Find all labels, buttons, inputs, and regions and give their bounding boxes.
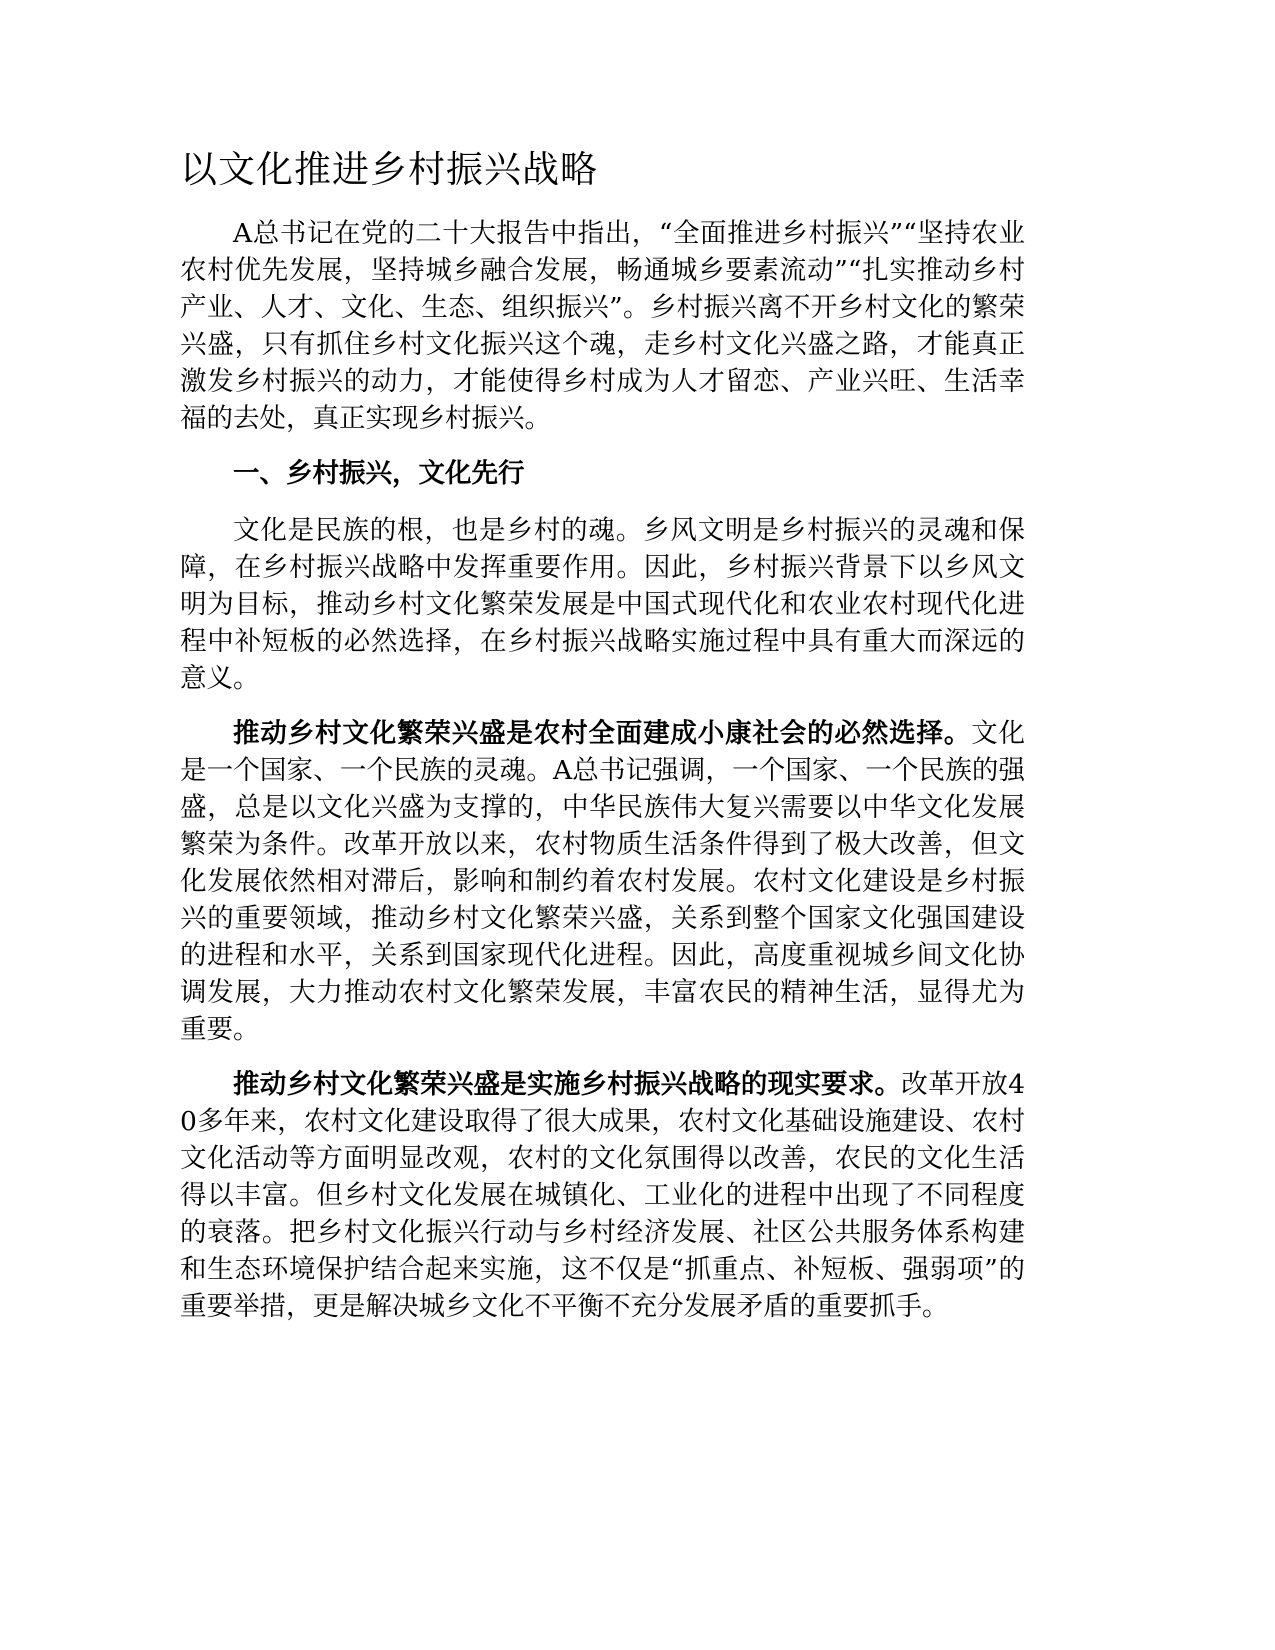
section-heading: 一、乡村振兴，文化先行 [233,458,525,489]
paragraph-lead-sentence: 推动乡村文化繁荣兴盛是农村全面建成小康社会的必然选择。 [233,718,972,749]
section-paragraph-3 [180,1066,1025,1325]
section-paragraph-2 [180,715,1025,1048]
section-paragraph-1: 文化是民族的根，也是乡村的魂。乡风文明是乡村振兴的灵魂和保障，在乡村振兴战略中发挥重要作用。因此，乡村振兴背景下以乡风文明为目标，推动乡村文化繁荣发展是中国式现代化和农业农村现代化进程中补短板的必然选择，在乡村振兴战略实施过程中具有重大而深远的意义。 [180,515,1025,694]
paragraph-body-text: 改革开放40多年来，农村文化建设取得了很大成果，农村文化基础设施建设、农村文化活动等方面明显改观，农村的文化氛围得以改善，农民的文化生活得以丰富。但乡村文化发展在城镇化、工业化的进程中出现了不同程度的衰落。把乡村文化振兴行动与乡村经济发展、社区公共服务体系构建和生态环境保护结合起来实施，这不仅是“抓重点、补短板、强弱项”的重要举措，更是解决城乡文化不平衡不充分发展矛盾的重要抓手。 [180,1069,1025,1322]
document-title: 以文化推进乡村振兴战略 [180,148,598,191]
document-page [180,148,1025,1343]
paragraph-lead-sentence: 推动乡村文化繁荣兴盛是实施乡村振兴战略的现实要求。 [233,1069,902,1100]
intro-paragraph: A总书记在党的二十大报告中指出，“全面推进乡村振兴”“坚持农业农村优先发展，坚持城乡融合发展，畅通城乡要素流动”“扎实推动乡村产业、人才、文化、生态、组织振兴”。乡村振兴离不开乡村文化的繁荣兴盛，只有抓住乡村文化振兴这个魂，走乡村文化兴盛之路，才能真正激发乡村振兴的动力，才能使得乡村成为人才留恋、产业兴旺、生活幸福的去处，真正实现乡村振兴。 [180,218,1025,434]
paragraph-body-text: 文化是一个国家、一个民族的灵魂。A总书记强调，一个国家、一个民族的强盛，总是以文化兴盛为支撑的，中华民族伟大复兴需要以中华文化发展繁荣为条件。改革开放以来，农村物质生活条件得到了极大改善，但文化发展依然相对滞后，影响和制约着农村发展。农村文化建设是乡村振兴的重要领域，推动乡村文化繁荣兴盛，关系到整个国家文化强国建设的进程和水平，关系到国家现代化进程。因此，高度重视城乡间文化协调发展，大力推动农村文化繁荣发展，丰富农民的精神生活，显得尤为重要。 [180,718,1026,1045]
